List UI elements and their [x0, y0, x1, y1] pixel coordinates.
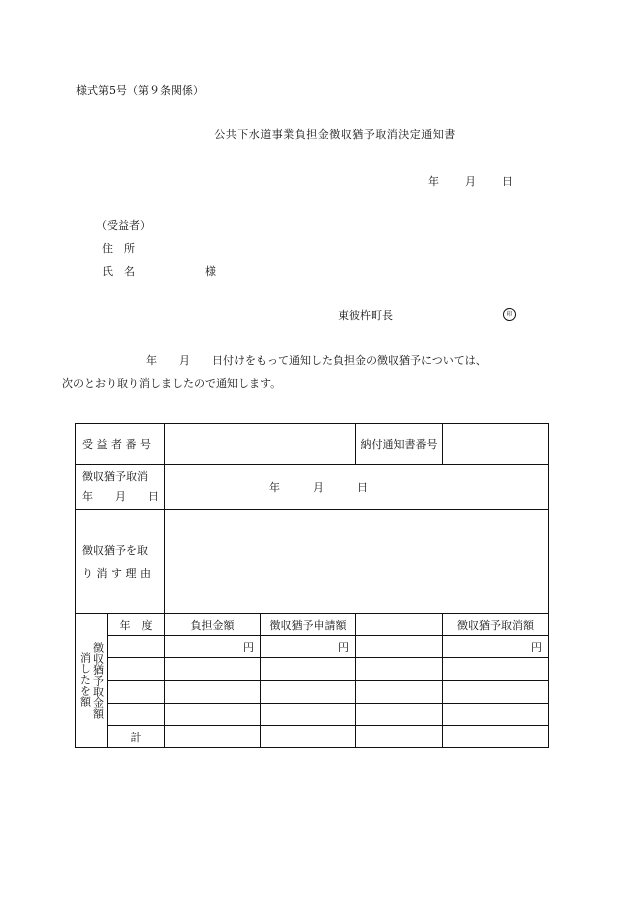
- body-text: [62, 349, 487, 395]
- beneficiary-number-label: 受 益 者 番 号: [76, 424, 165, 465]
- cancelled-amount-label: [76, 614, 108, 748]
- payment-notice-number-field[interactable]: [443, 424, 549, 465]
- fiscal-year-cell[interactable]: [108, 681, 165, 704]
- total-blank-cell[interactable]: [356, 726, 443, 748]
- table-row: [76, 726, 549, 748]
- deferral-cancel-cell[interactable]: [443, 658, 549, 681]
- reason-label: [76, 510, 165, 614]
- yen-unit: 円: [243, 640, 254, 654]
- document-title: 公共下水道事業負担金徴収猶予取消決定通知書: [214, 128, 456, 141]
- cancel-date-label-line-2: 年 月 日: [82, 490, 159, 503]
- fiscal-year-header: 年 度: [108, 614, 165, 636]
- body-line-1: 年 月 日付けをもって通知した負担金の徴収猶予については、: [146, 354, 487, 367]
- cancel-date-value: 年 月 日: [269, 481, 368, 494]
- deferral-request-cell[interactable]: [261, 681, 356, 704]
- reason-field[interactable]: [165, 510, 549, 614]
- cancelled-amount-label-a: 消したを額: [78, 652, 92, 707]
- charge-amount-cell[interactable]: [165, 658, 261, 681]
- table-row: [76, 465, 549, 510]
- date-year-label: 年: [428, 175, 439, 188]
- charge-amount-cell[interactable]: [165, 636, 261, 658]
- deferral-request-cell[interactable]: [261, 704, 356, 726]
- fiscal-year-cell[interactable]: [108, 658, 165, 681]
- total-deferral-cancel-cell[interactable]: [443, 726, 549, 748]
- deferral-request-cell[interactable]: [261, 636, 356, 658]
- deferral-request-cell[interactable]: [261, 658, 356, 681]
- cancelled-amount-label-b: 徴収猶予取金額: [91, 642, 105, 719]
- body-line-2: 次のとおり取り消しましたので通知します。: [62, 377, 282, 390]
- cancel-date-field[interactable]: [165, 465, 549, 510]
- deferral-cancel-cell[interactable]: [443, 681, 549, 704]
- table-row: [76, 614, 549, 636]
- charge-amount-cell[interactable]: [165, 704, 261, 726]
- form-number: 様式第5号（第９条関係）: [76, 84, 204, 97]
- fiscal-year-cell[interactable]: [108, 704, 165, 726]
- cancellation-form-table: [75, 423, 549, 748]
- yen-unit: 円: [531, 640, 542, 654]
- table-row: [76, 681, 549, 704]
- fiscal-year-cell[interactable]: [108, 636, 165, 658]
- seal-mark: [503, 306, 516, 321]
- recipient-label: （受益者）: [96, 219, 151, 232]
- blank-cell[interactable]: [356, 704, 443, 726]
- total-deferral-request-cell[interactable]: [261, 726, 356, 748]
- date-day-label: 日: [502, 175, 513, 188]
- blank-cell[interactable]: [356, 681, 443, 704]
- table-row: [76, 424, 549, 465]
- reason-label-line-1: 徴収猶予を取: [82, 543, 148, 557]
- seal-icon: 印: [503, 308, 516, 321]
- deferral-cancel-cell[interactable]: [443, 704, 549, 726]
- charge-amount-header: 負担金額: [165, 614, 261, 636]
- total-charge-amount-cell[interactable]: [165, 726, 261, 748]
- reason-label-line-2: り 消 す 理 由: [82, 566, 151, 580]
- beneficiary-number-field[interactable]: [165, 424, 356, 465]
- issue-date: [428, 173, 513, 189]
- payment-notice-number-label: 納付通知書番号: [356, 424, 443, 465]
- charge-amount-cell[interactable]: [165, 681, 261, 704]
- deferral-request-header: 徴収猶予申請額: [261, 614, 356, 636]
- yen-unit: 円: [338, 640, 349, 654]
- address-label: 住 所: [102, 242, 135, 255]
- deferral-cancel-cell[interactable]: [443, 636, 549, 658]
- table-row: [76, 636, 549, 658]
- total-label: 計: [108, 726, 165, 748]
- issuer-name: 東彼杵町長: [338, 309, 393, 322]
- table-row: [76, 510, 549, 614]
- cancel-date-label-line-1: 徴収猶予取消: [82, 470, 148, 483]
- blank-cell[interactable]: [356, 636, 443, 658]
- name-label: 氏 名: [102, 265, 135, 278]
- cancel-date-label: [76, 465, 165, 510]
- honorific: 様: [205, 265, 216, 278]
- blank-cell[interactable]: [356, 658, 443, 681]
- date-month-label: 月: [465, 175, 476, 188]
- deferral-cancel-header: 徴収猶予取消額: [443, 614, 549, 636]
- blank-header: [356, 614, 443, 636]
- table-row: [76, 658, 549, 681]
- table-row: [76, 704, 549, 726]
